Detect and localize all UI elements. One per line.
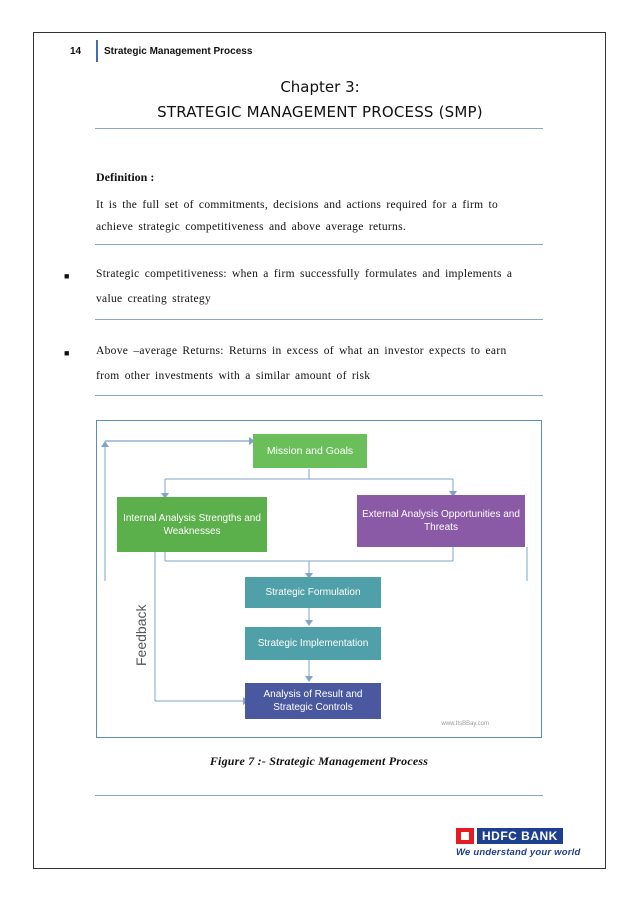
definition-text-line1: It is the full set of commitments, decisions and actions required for a firm to: [96, 199, 499, 211]
strategic-formulation-box: Strategic Formulation: [245, 577, 381, 608]
chapter-title: STRATEGIC MANAGEMENT PROCESS (SMP): [157, 103, 483, 121]
bullet-icon: ■: [64, 348, 70, 358]
bullet-1-line1: Strategic competitiveness: when a firm successfully formulates and implements a: [96, 268, 513, 280]
divider-rule: [95, 319, 543, 320]
bank-tagline: We understand your world: [456, 847, 581, 858]
definition-text-line2: achieve strategic competitiveness and above average returns.: [96, 221, 407, 233]
figure-caption: Figure 7 :- Strategic Management Process: [209, 754, 429, 768]
divider-rule: [95, 244, 543, 245]
hdfc-logo-icon: [456, 828, 474, 844]
header-divider: [96, 40, 98, 62]
bullet-2-line1: Above –average Returns: Returns in excess of what an investor expects to earn: [96, 345, 507, 357]
bullet-2-line2: from other investments with a similar amount of risk: [96, 370, 371, 382]
analysis-results-box: Analysis of Result and Strategic Controls: [245, 683, 381, 719]
divider-rule: [95, 795, 543, 796]
page-header: [70, 40, 252, 62]
divider-rule: [95, 395, 543, 396]
header-title: Strategic Management Process: [104, 45, 253, 57]
mission-goals-box: Mission and Goals: [253, 434, 367, 468]
process-diagram: [96, 420, 542, 738]
hdfc-logo: [456, 828, 598, 862]
feedback-label: Feedback: [133, 604, 149, 666]
internal-analysis-box: Internal Analysis Strengths and Weaknesses: [117, 497, 267, 552]
strategic-implementation-box: Strategic Implementation: [245, 627, 381, 660]
definition-heading: Definition :: [96, 170, 155, 184]
divider-rule: [95, 128, 543, 129]
bullet-1-line2: value creating strategy: [96, 293, 211, 305]
page-number: 14: [70, 45, 82, 57]
external-analysis-box: External Analysis Opportunities and Threats: [357, 495, 525, 547]
bank-name: HDFC BANK: [477, 828, 563, 844]
bullet-icon: ■: [64, 271, 70, 281]
diagram-watermark: www.ItsBBay.com: [441, 721, 489, 727]
chapter-number: Chapter 3:: [280, 78, 360, 96]
